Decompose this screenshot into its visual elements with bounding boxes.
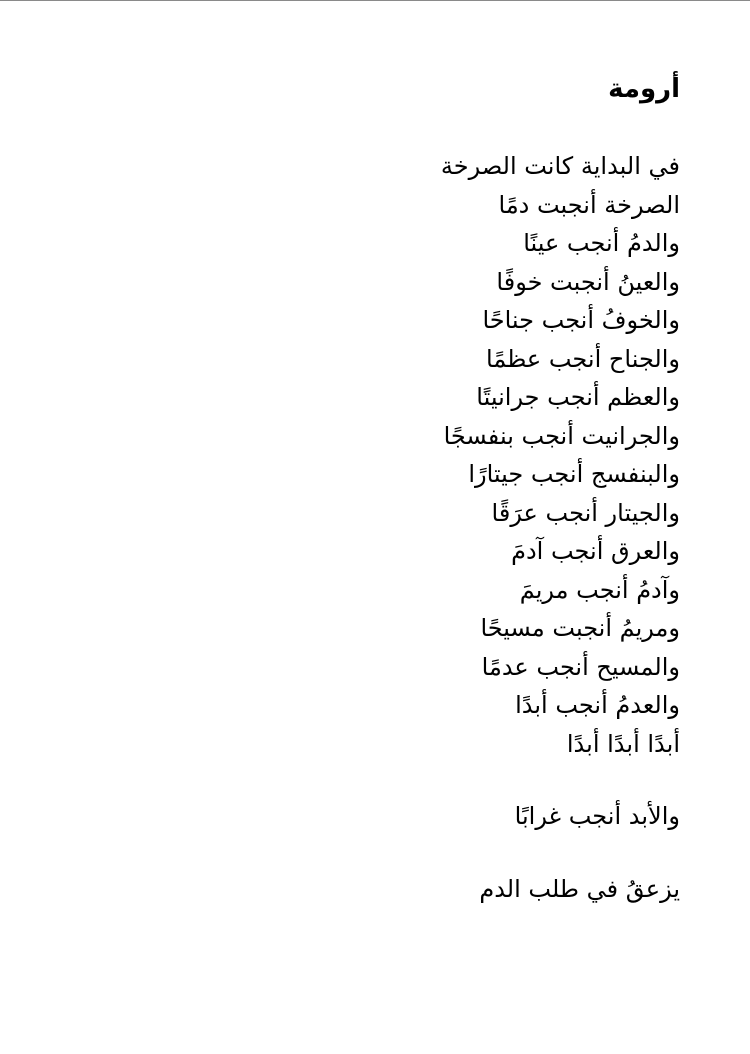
poem-line: والجرانيت أنجب بنفسجًا	[443, 421, 680, 450]
poem-line: وآدمُ أنجب مريمَ	[519, 575, 680, 604]
poem-line: والعينُ أنجبت خوفًا	[496, 267, 680, 296]
poem-line: والدمُ أنجب عينًا	[523, 229, 680, 257]
poem-line: ومريمُ أنجبت مسيحًا	[480, 614, 680, 642]
stanza-1	[120, 147, 680, 763]
poem-line: الصرخة أنجبت دمًا	[498, 190, 680, 219]
poem-line: يزعقُ في طلب الدم	[479, 874, 680, 903]
poem-line: والخوفُ أنجب جناحًا	[482, 306, 680, 334]
poem-line: والعظم أنجب جرانيتًا	[476, 383, 680, 411]
poem-line: أبدًا أبدًا أبدًا	[566, 729, 680, 758]
stanza-3	[120, 870, 680, 909]
poem	[120, 71, 680, 908]
stanza-spacer	[120, 836, 680, 870]
poem-line: والعرق أنجب آدمَ	[511, 537, 680, 565]
stanza-spacer	[120, 763, 680, 797]
poem-title: أرومة	[608, 74, 680, 104]
stanza-2	[120, 797, 680, 836]
poem-line: والعدمُ أنجب أبدًا	[515, 691, 680, 719]
poem-line: والأبد أنجب غرابًا	[514, 802, 680, 830]
poem-line: والبنفسج أنجب جيتارًا	[468, 460, 680, 488]
poem-line: والمسيح أنجب عدمًا	[481, 652, 680, 681]
poem-line: في البداية كانت الصرخة	[440, 152, 680, 180]
poem-line: والجناح أنجب عظمًا	[486, 344, 680, 373]
poem-line: والجيتار أنجب عرَقًا	[491, 498, 680, 527]
